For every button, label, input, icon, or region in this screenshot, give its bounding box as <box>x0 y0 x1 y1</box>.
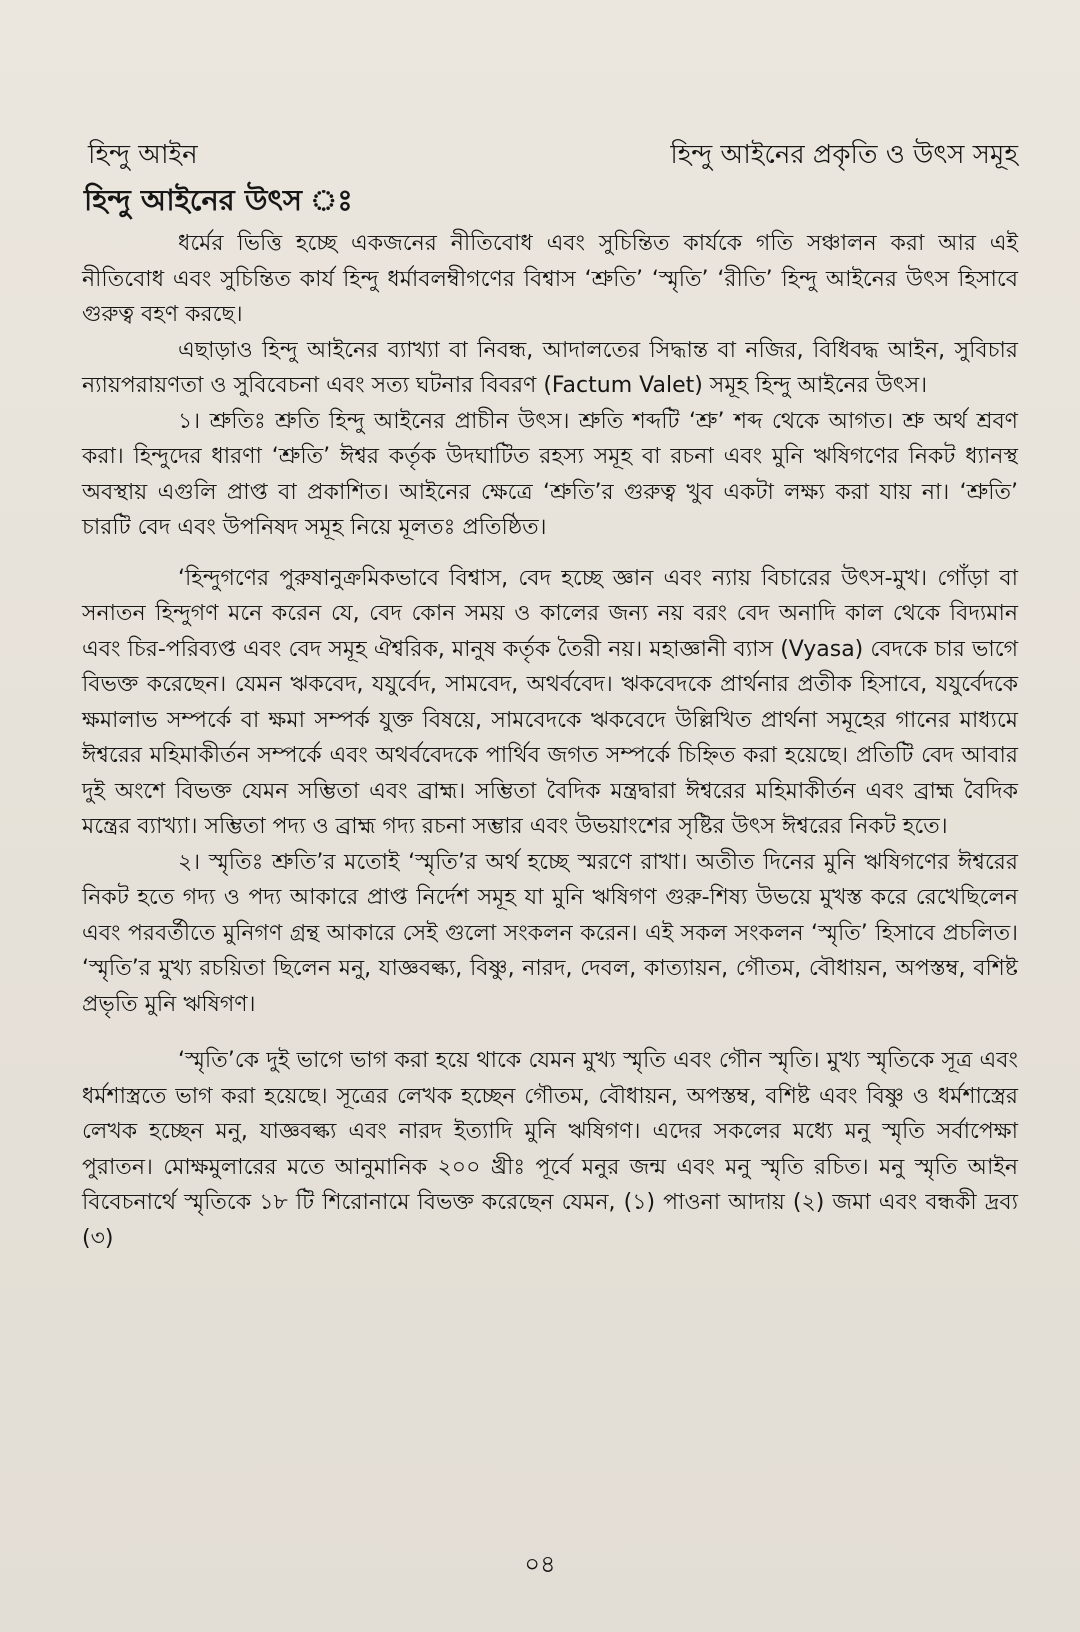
section-heading: হিন্দু আইনের উৎস ঃ <box>84 183 353 217</box>
paragraph-1: ধর্মের ভিত্তি হচ্ছে একজনের নীতিবোধ এবং সুচিন্তিত কার্যকে গতি সঞ্চালন করা আর এই নীতিবোধ এবং সুচিন্তিত কার্য হিন্দু ধর্মাবলম্বীগণের বিশ্বাস ‘শ্রুতি’ ‘স্মৃতি’ ‘রীতি’ হিন্দু আইনের উৎস হিসাবে গুরুত্ব বহণ করছে। <box>82 231 1018 327</box>
body-text <box>82 226 1018 1256</box>
paragraph-3: ১। শ্রুতিঃ শ্রুতি হিন্দু আইনের প্রাচীন উৎস। শ্রুতি শব্দটি ‘শ্রু’ শব্দ থেকে আগত। শ্রু অর্থ শ্রবণ করা। হিন্দুদের ধারণা ‘শ্রুতি’ ঈশ্বর কর্তৃক উদঘাটিত রহস্য সমূহ বা রচনা এবং মুনি ঋষিগণের নিকট ধ্যানস্থ অবস্থায় এগুলি প্রাপ্ত বা প্রকাশিত। আইনের ক্ষেত্রে ‘শ্রুতি’র গুরুত্ব খুব একটা লক্ষ্য করা যায় না। ‘শ্রুতি’ চারটি বেদ এবং উপনিষদ সমূহ নিয়ে মূলতঃ প্রতিষ্ঠিত। <box>82 408 1018 540</box>
paragraph-6: ‘স্মৃতি’কে দুই ভাগে ভাগ করা হয়ে থাকে যেমন মুখ্য স্মৃতি এবং গৌন স্মৃতি। মুখ্য স্মৃতিকে সূত্র এবং ধর্মশাস্ত্রতে ভাগ করা হয়েছে। সূত্রের লেখক হচ্ছেন গৌতম, বৌধায়ন, অপস্তম্ব, বশিষ্ট এবং বিষ্ণু ও ধর্মশাস্ত্রের লেখক হচ্ছেন মনু, যাজ্ঞবল্ক্য এবং নারদ ইত্যাদি মুনি ঋষিগণ। এদের সকলের মধ্যে মনু স্মৃতি সর্বাপেক্ষা পুরাতন। মোক্ষমুলারের মতে আনুমানিক ২০০ খ্রীঃ পূর্বে মনুর জন্ম এবং মনু স্মৃতি রচিত। মনু স্মৃতি আইন বিবেচনার্থে স্মৃতিকে ১৮ টি শিরোনামে বিভক্ত করেছেন যেমন, (১) পাওনা আদায় (২) জমা এবং বন্ধকী দ্রব্য (৩) <box>82 1048 1018 1251</box>
header-right: হিন্দু আইনের প্রকৃতি ও উৎস সমূহ <box>670 140 1018 170</box>
page-number: ০৪ <box>524 1550 556 1578</box>
paragraph-4: ‘হিন্দুগণের পুরুষানুক্রমিকভাবে বিশ্বাস, বেদ হচ্ছে জ্ঞান এবং ন্যায় বিচারের উৎস-মুখ। গোঁড়া বা সনাতন হিন্দুগণ মনে করেন যে, বেদ কোন সময় ও কালের জন্য নয় বরং বেদ অনাদি কাল থেকে বিদ্যমান এবং চির-পরিব্যপ্ত এবং বেদ সমূহ ঐশ্বরিক, মানুষ কর্তৃক তৈরী নয়। মহাজ্ঞানী ব্যাস (Vyasa) বেদকে চার ভাগে বিভক্ত করেছেন। যেমন ঋকবেদ, যযুর্বেদ, সামবেদ, অথর্ববেদ। ঋকবেদকে প্রার্থনার প্রতীক হিসাবে, যযুর্বেদকে ক্ষমালাভ সম্পর্কে বা ক্ষমা সম্পর্ক যুক্ত বিষয়ে, সামবেদকে ঋকবেদে উল্লিখিত প্রার্থনা সমূহের গানের মাধ্যমে ঈশ্বরের মহিমাকীর্তন সম্পর্কে এবং অথর্ববেদকে পার্থিব জগত সম্পর্কে চিহ্নিত করা হয়েছে। প্রতিটি বেদ আবার দুই অংশে বিভক্ত যেমন সম্ভিতা এবং ব্রাহ্ম। সম্ভিতা বৈদিক মন্ত্রদ্বারা ঈশ্বরের মহিমাকীর্তন এবং ব্রাহ্ম বৈদিক মন্ত্রের ব্যাখ্যা। সম্ভিতা পদ্য ও ব্রাহ্ম গদ্য রচনা সম্ভার এবং উভয়াংশের সৃষ্টির উৎস ঈশ্বরের নিকট হতে। <box>82 565 1018 839</box>
paragraph-5: ২। স্মৃতিঃ শ্রুতি’র মতোই ‘স্মৃতি’র অর্থ হচ্ছে স্মরণে রাখা। অতীত দিনের মুনি ঋষিগণের ঈশ্বরের নিকট হতে গদ্য ও পদ্য আকারে প্রাপ্ত নির্দেশ সমূহ যা মুনি ঋষিগণ গুরু-শিষ্য উভয়ে মুখস্ত করে রেখেছিলেন এবং পরবর্তীতে মুনিগণ গ্রন্থ আকারে সেই গুলো সংকলন করেন। এই সকল সংকলন ‘স্মৃতি’ হিসাবে প্রচলিত। ‘স্মৃতি’র মুখ্য রচয়িতা ছিলেন মনু, যাজ্ঞবল্ক্য, বিষ্ণু, নারদ, দেবল, কাত্যায়ন, গৌতম, বৌধায়ন, অপস্তম্ব, বশিষ্ট প্রভৃতি মুনি ঋষিগণ। <box>82 849 1018 1017</box>
running-header <box>88 134 1018 178</box>
header-left: হিন্দু আইন <box>88 140 198 170</box>
paragraph-2: এছাড়াও হিন্দু আইনের ব্যাখ্যা বা নিবন্ধ, আদালতের সিদ্ধান্ত বা নজির, বিধিবদ্ধ আইন, সুবিচার ন্যায়পরায়ণতা ও সুবিবেচনা এবং সত্য ঘটনার বিবরণ (Factum Valet) সমূহ হিন্দু আইনের উৎস। <box>82 337 1018 398</box>
